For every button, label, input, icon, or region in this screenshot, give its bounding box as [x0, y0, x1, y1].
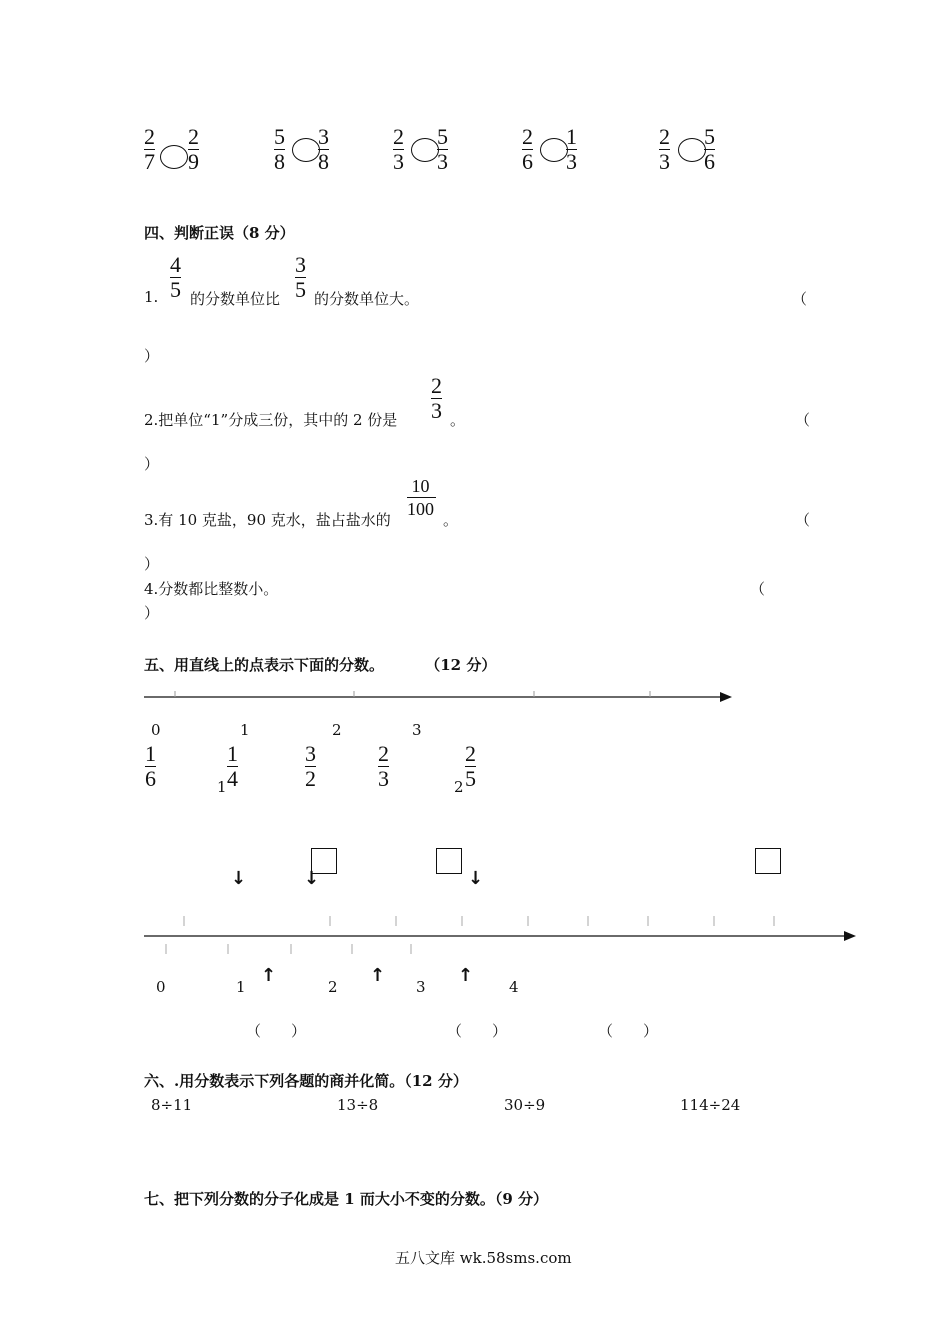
- fraction: [465, 743, 476, 790]
- numerator: 1: [566, 124, 577, 149]
- division-item: 13÷8: [337, 1096, 379, 1114]
- up-arrow-icon: ↑: [261, 965, 277, 986]
- denominator: 3: [437, 149, 448, 174]
- fraction: [295, 254, 306, 301]
- denominator: 2: [305, 766, 316, 791]
- denominator: 3: [378, 766, 389, 791]
- denominator: 100: [407, 499, 434, 519]
- answer-open-paren[interactable]: （: [792, 290, 808, 308]
- answer-open-paren[interactable]: （: [750, 580, 766, 598]
- division-item: 30÷9: [504, 1096, 546, 1114]
- numerator: 3: [318, 124, 329, 149]
- down-arrow-icon: ↓: [304, 868, 320, 889]
- line1-label: 2: [332, 721, 342, 739]
- page-footer: 五八文库 wk.58sms.com: [395, 1249, 572, 1267]
- answer-blank[interactable]: （ ）: [246, 1022, 307, 1040]
- q2-tail-text: 。: [450, 411, 466, 429]
- section7-title: 七、把下列分数的分子化成是 1 而大小不变的分数。（9 分）: [144, 1190, 549, 1208]
- answer-close-paren[interactable]: ）: [144, 604, 160, 622]
- denominator: 3: [393, 149, 404, 174]
- section4-title: 四、判断正误（8 分）: [144, 224, 295, 242]
- up-arrow-icon: ↑: [458, 965, 474, 986]
- fraction: [274, 126, 285, 173]
- numerator: 4: [170, 252, 181, 277]
- down-arrow-icon: ↓: [231, 868, 247, 889]
- line2-label: 4: [509, 978, 519, 996]
- numerator: 2: [522, 124, 533, 149]
- denominator: 6: [522, 149, 533, 174]
- denominator: 4: [227, 766, 238, 791]
- mixed-whole: 2: [454, 778, 464, 796]
- answer-box[interactable]: [755, 848, 781, 874]
- compare-circle[interactable]: [678, 138, 706, 162]
- line1-label: 0: [151, 721, 161, 739]
- section5-title: [144, 654, 496, 675]
- denominator: 7: [144, 149, 155, 174]
- line2-label: 2: [328, 978, 338, 996]
- answer-blank[interactable]: （ ）: [447, 1022, 508, 1040]
- denominator: 9: [188, 149, 199, 174]
- numerator: 5: [437, 124, 448, 149]
- compare-circle[interactable]: [160, 145, 188, 169]
- denominator: 6: [704, 149, 715, 174]
- line2-label: 3: [416, 978, 426, 996]
- down-arrow-icon: ↓: [468, 868, 484, 889]
- number-line-1: [140, 686, 740, 710]
- denominator: 8: [318, 149, 329, 174]
- numerator: 1: [227, 741, 238, 766]
- numerator: 2: [659, 124, 670, 149]
- answer-box[interactable]: [436, 848, 462, 874]
- numerator: 2: [431, 373, 442, 398]
- q4-text: 4.分数都比整数小。: [144, 580, 279, 598]
- line2-label: 1: [236, 978, 246, 996]
- answer-blank[interactable]: （ ）: [598, 1022, 659, 1040]
- line1-label: 1: [240, 721, 250, 739]
- q2-text: 2.把单位“1”分成三份，其中的 2 份是: [144, 411, 398, 429]
- answer-close-paren[interactable]: ）: [144, 347, 160, 365]
- numerator: 5: [704, 124, 715, 149]
- fraction: [407, 477, 434, 518]
- denominator: 5: [170, 277, 181, 302]
- fraction: [566, 126, 577, 173]
- compare-circle[interactable]: [292, 138, 320, 162]
- numerator: 2: [188, 124, 199, 149]
- fraction: [170, 254, 181, 301]
- q3-text: 3.有 10 克盐，90 克水，盐占盐水的: [144, 511, 391, 529]
- fraction: [227, 743, 238, 790]
- fraction: [704, 126, 715, 173]
- number-line-2: [140, 912, 865, 956]
- denominator: 5: [465, 766, 476, 791]
- fraction: [305, 743, 316, 790]
- fraction: [393, 126, 404, 173]
- fraction: [144, 126, 155, 173]
- section5-score: （12 分）: [425, 656, 497, 674]
- line1-label: 3: [412, 721, 422, 739]
- up-arrow-icon: ↑: [370, 965, 386, 986]
- fraction: [145, 743, 156, 790]
- numerator: 2: [378, 741, 389, 766]
- number-line-2-arrowhead: [844, 931, 856, 941]
- q1-tail-text: 的分数单位大。: [314, 290, 420, 308]
- fraction: [378, 743, 389, 790]
- division-item: 114÷24: [680, 1096, 741, 1114]
- denominator: 3: [431, 398, 442, 423]
- denominator: 3: [566, 149, 577, 174]
- line2-label: 0: [156, 978, 166, 996]
- compare-circle[interactable]: [411, 138, 439, 162]
- q1-index: 1.: [144, 288, 159, 306]
- q3-tail-text: 。: [443, 511, 459, 529]
- fraction: [437, 126, 448, 173]
- section6-title: 六、.用分数表示下列各题的商并化简。（12 分）: [144, 1072, 468, 1090]
- denominator: 5: [295, 277, 306, 302]
- numerator: 2: [465, 741, 476, 766]
- denominator: 3: [659, 149, 670, 174]
- fraction: [188, 126, 199, 173]
- mixed-whole: 1: [217, 778, 227, 796]
- numerator: 5: [274, 124, 285, 149]
- numerator: 2: [144, 124, 155, 149]
- numerator: 3: [305, 741, 316, 766]
- answer-open-paren[interactable]: （: [795, 411, 811, 429]
- denominator: 6: [145, 766, 156, 791]
- numerator: 2: [393, 124, 404, 149]
- numerator: 10: [411, 476, 430, 496]
- compare-circle[interactable]: [540, 138, 568, 162]
- numerator: 3: [295, 252, 306, 277]
- answer-open-paren[interactable]: （: [795, 511, 811, 529]
- numerator: 1: [145, 741, 156, 766]
- division-item: 8÷11: [151, 1096, 193, 1114]
- answer-close-paren[interactable]: ）: [144, 455, 160, 473]
- answer-close-paren[interactable]: ）: [144, 555, 160, 573]
- fraction: [522, 126, 533, 173]
- number-line-1-arrowhead: [720, 692, 732, 702]
- section5-title-text: 五、用直线上的点表示下面的分数。: [144, 656, 385, 674]
- q1-mid-text: 的分数单位比: [190, 290, 281, 308]
- denominator: 8: [274, 149, 285, 174]
- fraction: [431, 375, 442, 422]
- fraction: [659, 126, 670, 173]
- fraction: [318, 126, 329, 173]
